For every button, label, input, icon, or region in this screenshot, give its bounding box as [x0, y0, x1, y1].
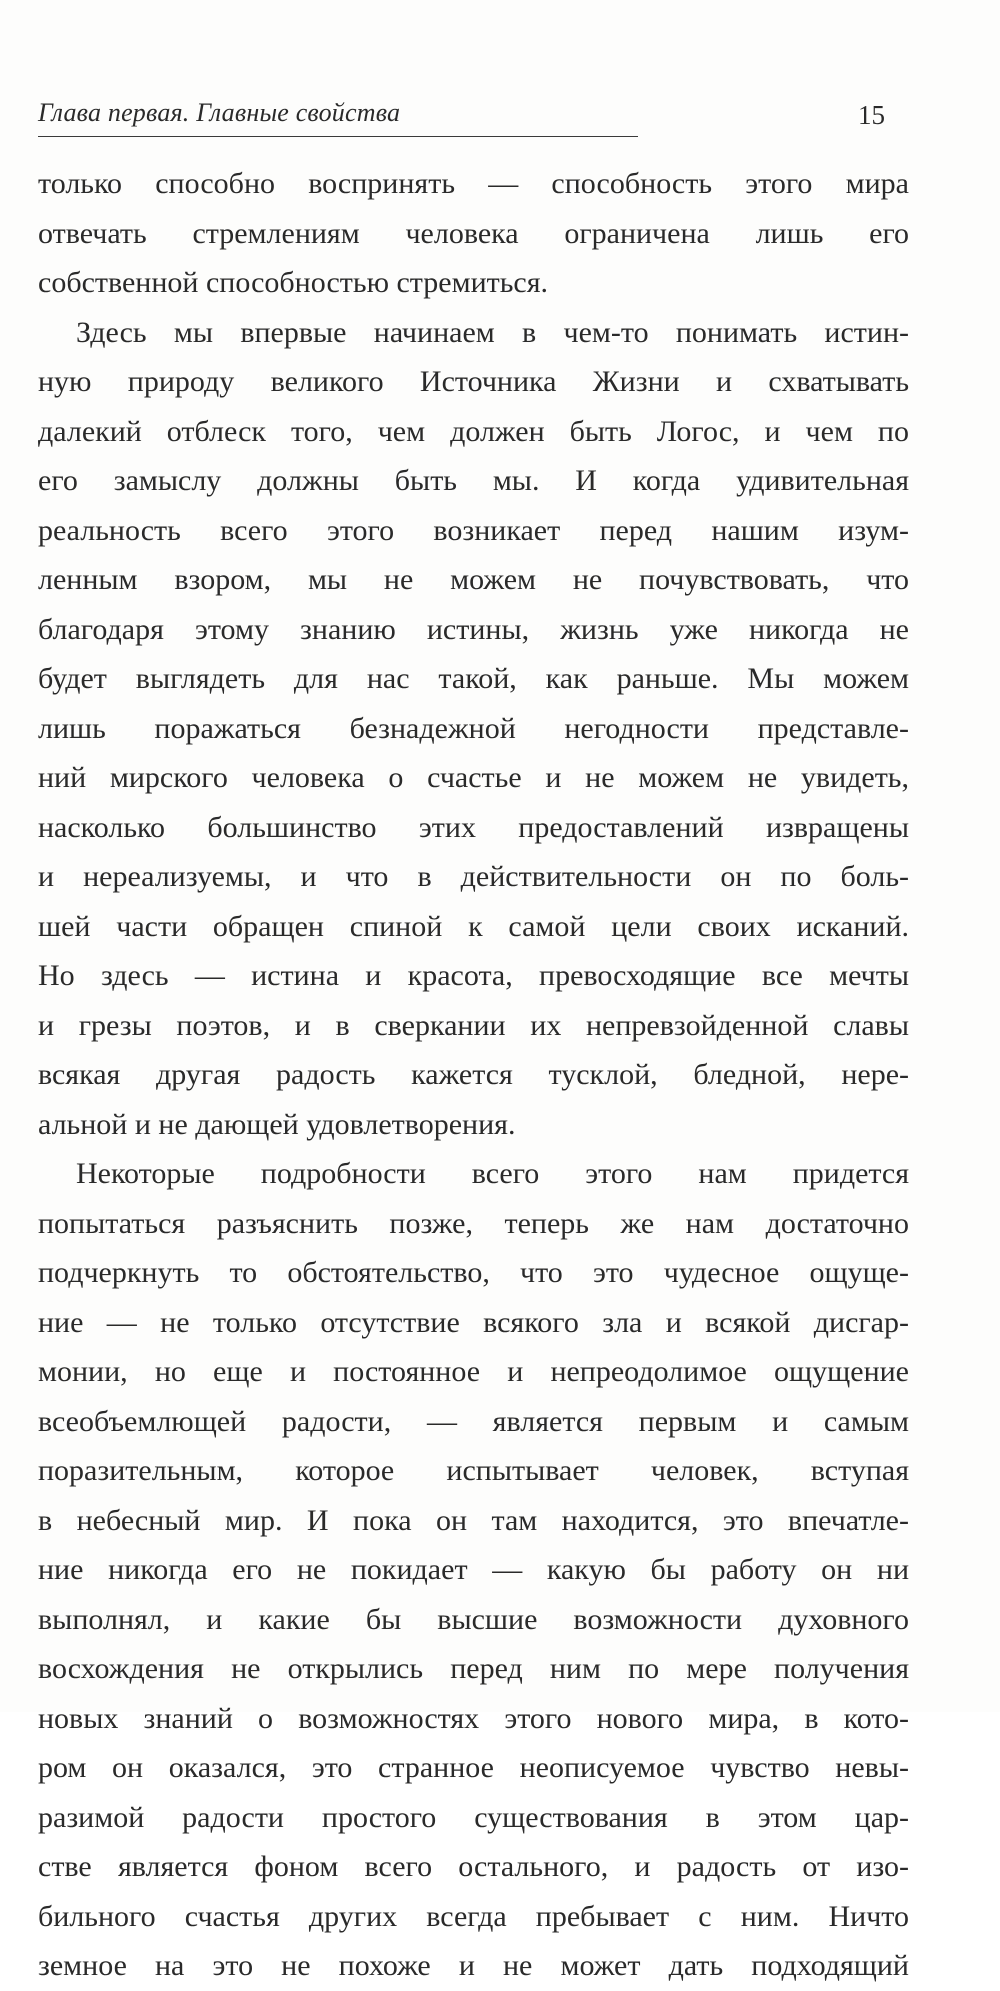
text-line: благодаря этому знанию истины, жизнь уже никогда не — [38, 612, 909, 646]
text-line: ную природу великого Источника Жизни и схватывать — [38, 365, 909, 398]
body-text — [38, 159, 909, 1991]
text-line: попытаться разъяснить позже, теперь же нам достаточно — [38, 1206, 909, 1240]
text-line: насколько большинство этих предоставлений извращены — [38, 810, 909, 844]
text-line: и грезы поэтов, и в сверкании их непревзойденной славы — [38, 1008, 909, 1042]
text-line: будет выглядеть для нас такой, как раньше. Мы можем — [38, 662, 909, 695]
text-line: поразительным, которое испытывает человек, вступая — [38, 1454, 909, 1487]
text-line: ний мирского человека о счастье и не можем не увидеть, — [38, 761, 909, 794]
text-line: лишь поражаться безнадежной негодности представле- — [38, 711, 909, 745]
text-line: всякая другая радость кажется тусклой, бледной, нере- — [38, 1058, 909, 1091]
text-line: ние никогда его не покидает — какую бы работу он ни — [38, 1553, 909, 1586]
text-line: ние — не только отсутствие всякого зла и всякой дисгар- — [38, 1305, 909, 1339]
paragraph-first-line: Некоторые подробности всего этого нам придется — [76, 1157, 909, 1190]
text-line: Но здесь — истина и красота, превосходящие все мечты — [38, 959, 909, 992]
text-line: разимой радости простого существования в этом цар- — [38, 1800, 909, 1834]
text-line: земное на это не похоже и не может дать подходящий — [38, 1949, 909, 1982]
text-line: шей части обращен спиной к самой цели своих исканий. — [38, 909, 909, 943]
text-line: бильного счастья других всегда пребывает с ним. Ничто — [38, 1899, 909, 1933]
text-line: подчеркнуть то обстоятельство, что это чудесное ощуще- — [38, 1256, 909, 1289]
paragraph-end-line: альной и не дающей удовлетворения. — [38, 1107, 516, 1141]
text-line: ленным взором, мы не можем не почувствовать, что — [38, 563, 909, 596]
text-line: реальность всего этого возникает перед нашим изум- — [38, 513, 909, 547]
text-line: и нереализуемы, и что в действительности он по боль- — [38, 860, 909, 893]
text-line: его замыслу должны быть мы. И когда удивительная — [38, 464, 909, 497]
paragraph-first-line: Здесь мы впервые начинаем в чем-то понимать истин- — [76, 315, 909, 349]
text-line: ром он оказался, это странное неописуемое чувство невы- — [38, 1751, 909, 1784]
text-line: в небесный мир. И пока он там находится, это впечатле- — [38, 1503, 909, 1537]
chapter-title: Глава первая. Главные свойства — [38, 98, 401, 127]
paragraph-end-line: собственной способностью стремиться. — [38, 266, 549, 299]
page-number: 15 — [858, 100, 885, 130]
text-line: новых знаний о возможностях этого нового мира, в кото- — [38, 1701, 909, 1735]
text-line: всеобъемлющей радости, — является первым и самым — [38, 1404, 909, 1438]
text-line: только способно воспринять — способность этого мира — [38, 167, 909, 200]
text-line: стве является фоном всего остального, и радость от изо- — [38, 1850, 909, 1883]
text-line: выполнял, и какие бы высшие возможности духовного — [38, 1602, 909, 1636]
text-line: далекий отблеск того, чем должен быть Логос, и чем по — [38, 414, 909, 448]
running-head — [38, 92, 638, 137]
text-line: восхождения не открылись перед ним по мере получения — [38, 1652, 909, 1685]
text-line: отвечать стремлениям человека ограничена лишь его — [38, 216, 909, 250]
text-line: монии, но еще и постоянное и непреодолимое ощущение — [38, 1355, 909, 1388]
